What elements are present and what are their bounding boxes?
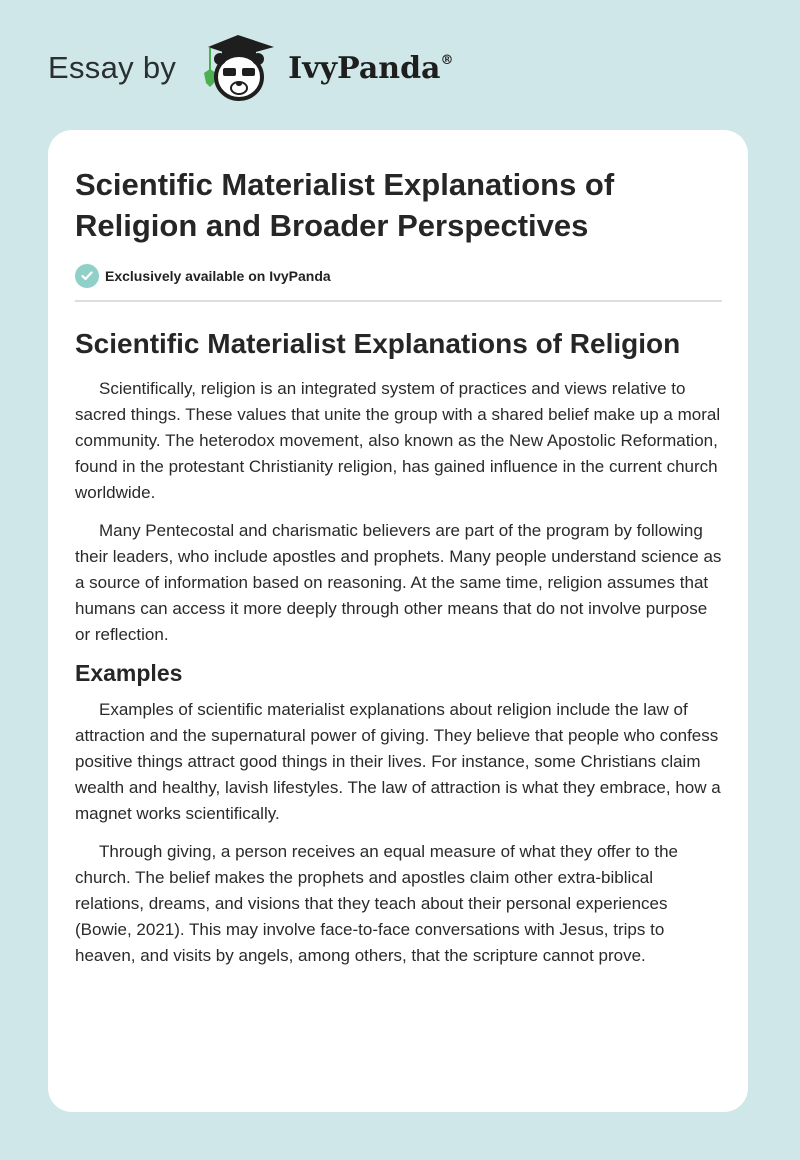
- exclusive-badge: [75, 264, 722, 288]
- paragraph: Scientifically, religion is an integrated system of practices and views relative to sacred things. These values that unite the group with a shared belief make up a moral community. The heterodox movement, also known as the New Apostolic Reformation, found in the protestant Christianity religion, has gained influence in the current church worldwide.: [75, 379, 721, 502]
- section-heading: Examples: [75, 660, 183, 686]
- divider: [75, 300, 722, 302]
- section-heading: Scientific Materialist Explanations of Religion: [75, 328, 681, 359]
- exclusive-label: Exclusively available on IvyPanda: [105, 268, 331, 284]
- essay-card: [48, 130, 748, 1112]
- check-icon: [75, 264, 99, 288]
- registered-mark: ®: [440, 52, 454, 68]
- page-title: Scientific Materialist Explanations of Religion and Broader Perspectives: [75, 167, 615, 243]
- paragraph: Through giving, a person receives an equal measure of what they offer to the church. The belief makes the prophets and apostles claim other extra-biblical relations, dreams, and visions that they teach about their personal experiences (Bowie, 2021). This may involve face-to-face conversations with Jesus, trips to heaven, and visits by angels, among others, that the scripture cannot prove.: [75, 842, 678, 965]
- essay-by-label: Essay by: [48, 50, 177, 85]
- brand-text: IvyPanda: [288, 50, 441, 86]
- paragraph: Examples of scientific materialist explanations about religion include the law of attraction and the supernatural power of giving. They believe that people who confess positive things attract good things in their lives. For instance, some Christians claim wealth and healthy, lavish lifestyles. The law of attraction is what they embrace, how a magnet works scientifically.: [75, 700, 721, 823]
- site-header: [48, 36, 454, 100]
- brand-name[interactable]: [288, 51, 453, 86]
- ivypanda-logo-icon[interactable]: [194, 33, 282, 103]
- paragraph: Many Pentecostal and charismatic believers are part of the program by following their leaders, who include apostles and prophets. Many people understand science as a source of information based on reasoning. At the same time, religion assumes that humans can access it more deeply through other means that do not involve purpose or reflection.: [75, 521, 722, 644]
